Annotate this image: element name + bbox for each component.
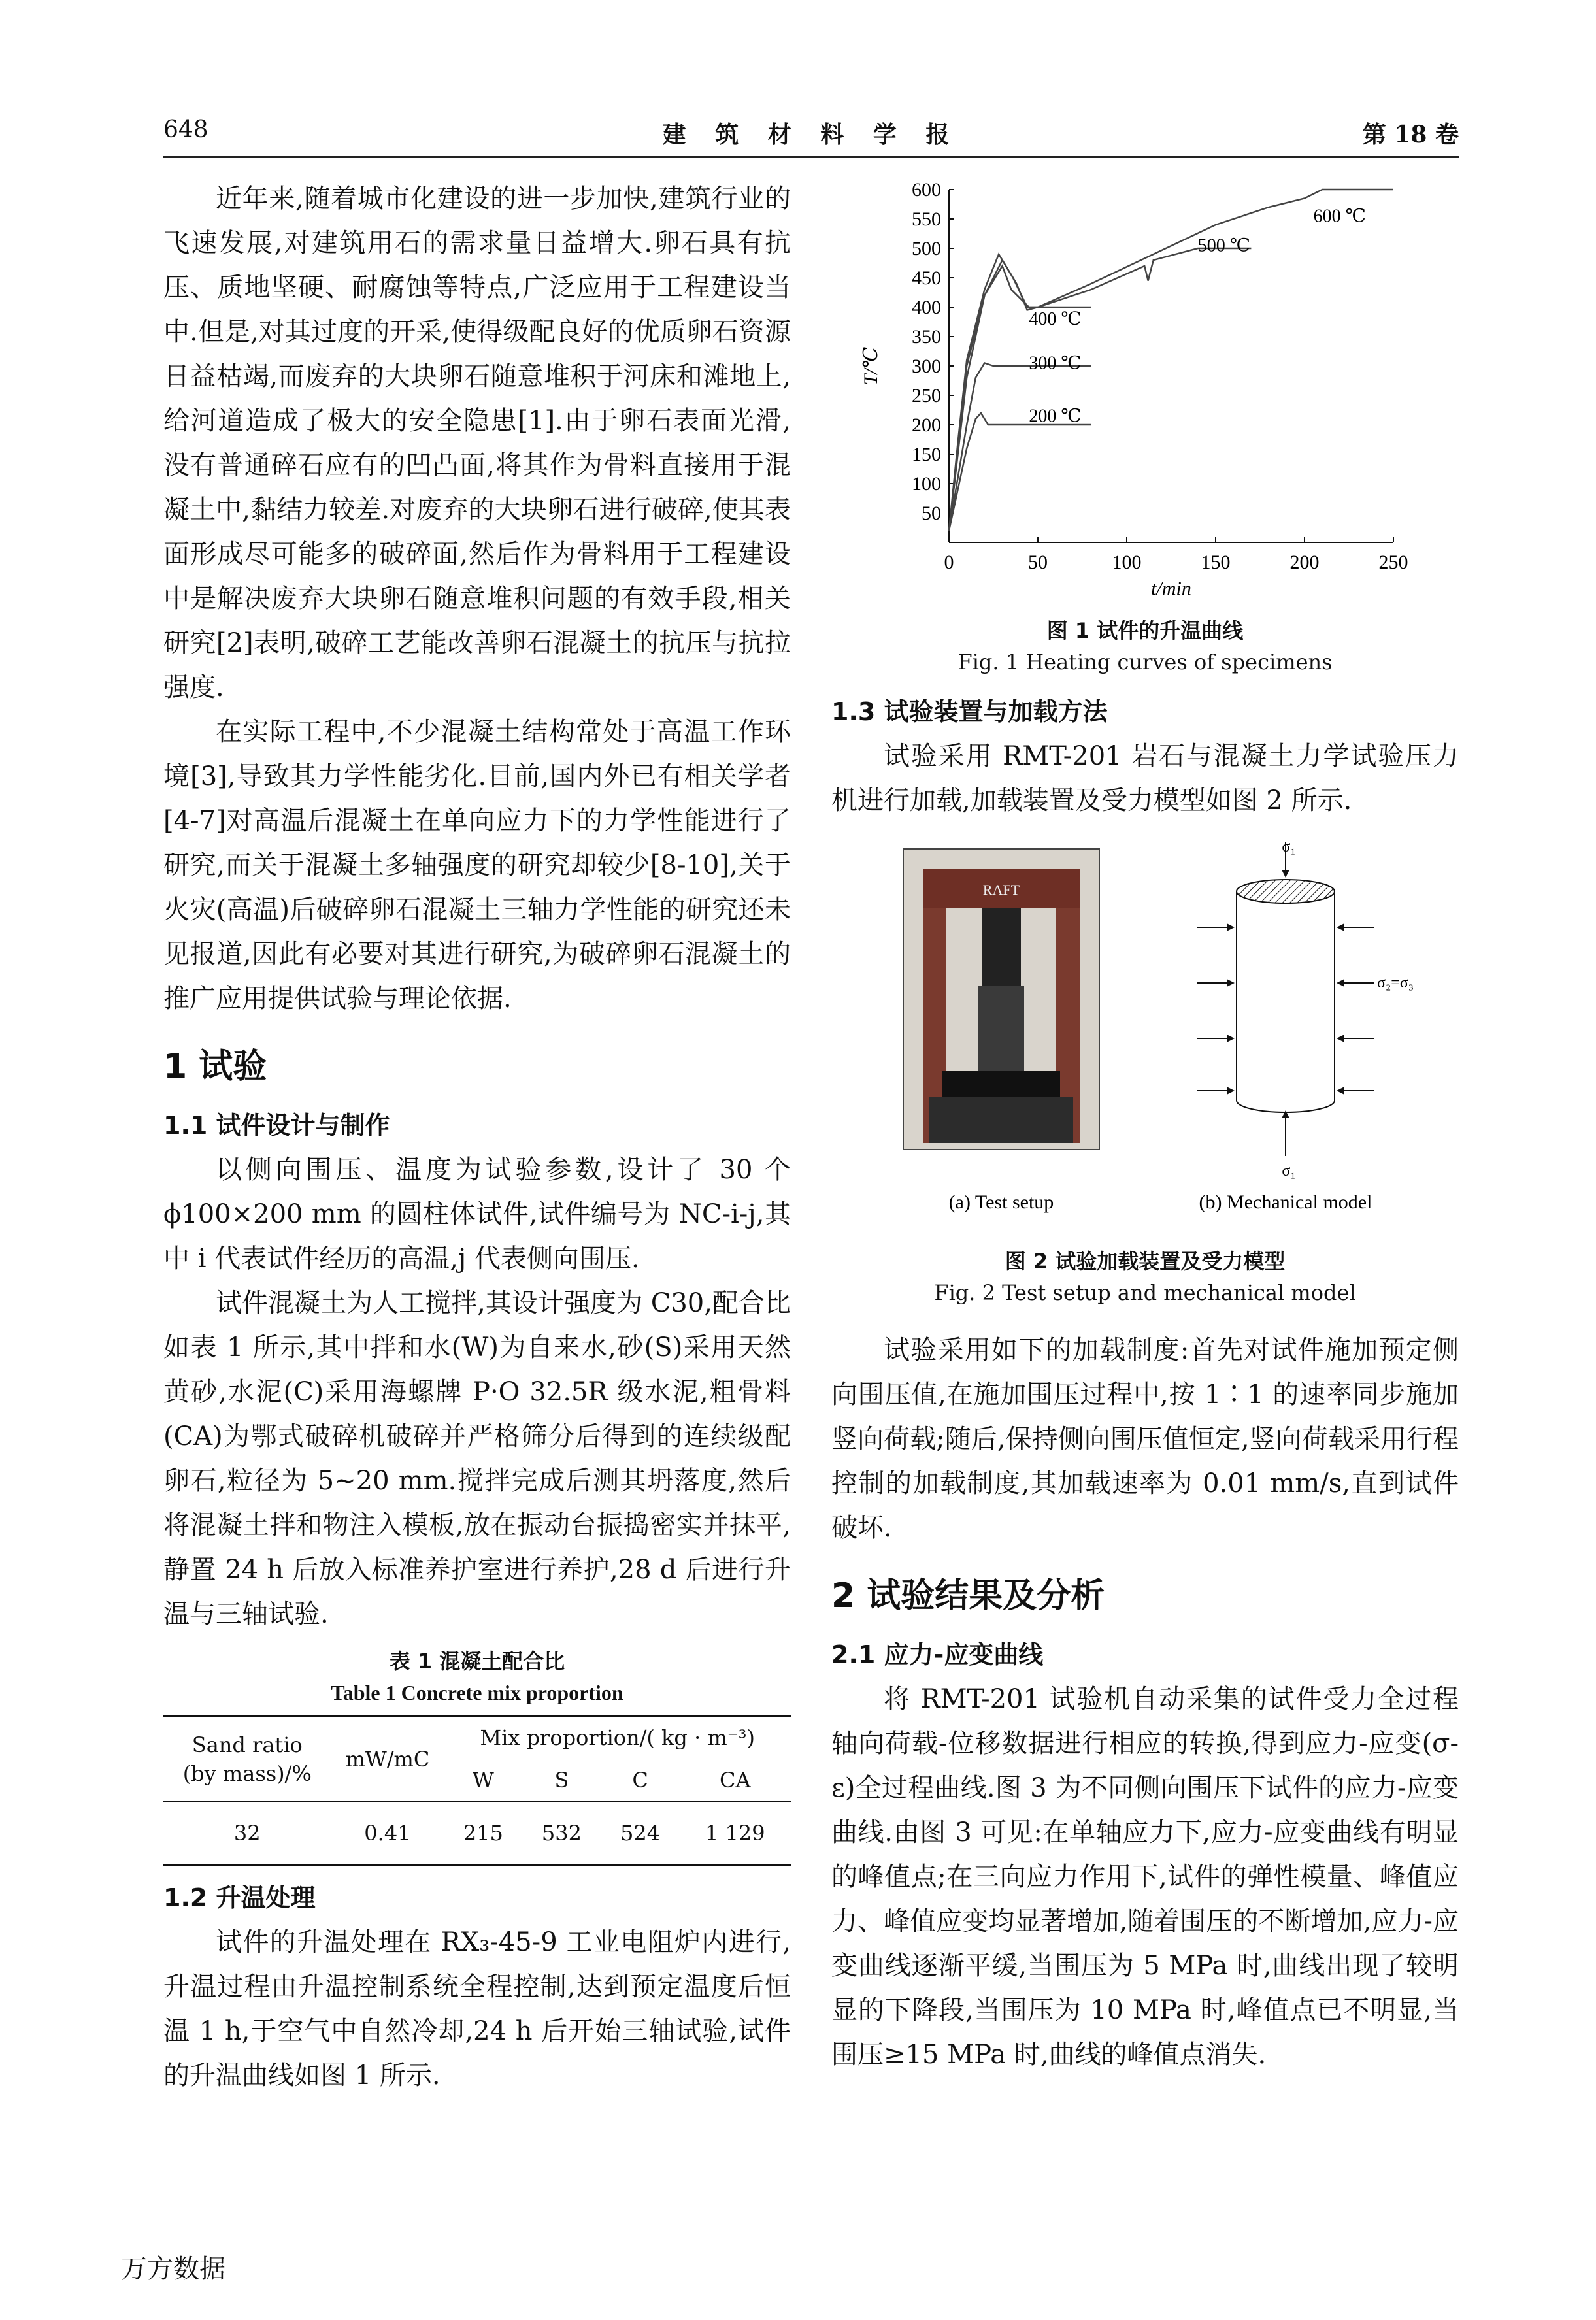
series-line-3 xyxy=(949,248,1251,531)
table-col-ca: CA xyxy=(720,1768,751,1793)
x-tick-label: 200 xyxy=(1289,552,1320,573)
series-annotation: 200 ℃ xyxy=(1029,406,1082,427)
section-1-1-paragraph-2: 试件混凝土为人工搅拌,其设计强度为 C30,配合比如表 1 所示,其中拌和水(W)为自来水,砂(S)采用天然黄砂,水泥(C)采用海螺牌 P·O 32.5R 级水泥,粗骨料(CA)为鄂式破碎机破碎并严格筛分后得到的连续级配卵石,粒径为 5~20 mm.搅拌完成后测其坍落度,然后将混凝土拌和物注入模板,放在振动台振捣密实并抹平,静置 24 h 后放入标准养护室进行养护,28 d 后进行升温与三轴试验. xyxy=(163,1288,791,1629)
x-axis-label: t/min xyxy=(1151,578,1191,599)
mechanical-model-diagram xyxy=(1197,842,1374,1156)
section-1-1-paragraph-1: 以侧向围压、温度为试验参数,设计了 30 个 ϕ100×200 mm 的圆柱体试件,试件编号为 NC-i-j,其中 i 代表试件经历的高温,j 代表侧向围压. xyxy=(163,1155,791,1274)
x-tick-label: 150 xyxy=(1201,552,1231,573)
figure-2-caption-en: Fig. 2 Test setup and mechanical model xyxy=(934,1280,1356,1305)
y-tick-label: 550 xyxy=(912,208,941,230)
y-tick-label: 300 xyxy=(912,356,941,377)
journal-title: 建 筑 材 料 学 报 xyxy=(662,121,960,148)
table-row xyxy=(163,1802,791,1866)
lateral-pressure-arrows-right xyxy=(1337,923,1374,1095)
table-col-w: W xyxy=(472,1768,494,1793)
table-cell: 32 xyxy=(233,1821,261,1846)
section-1-2-paragraph-1: 试件的升温处理在 RX₃-45-9 工业电阻炉内进行,升温过程由升温控制系统全程控制,达到预定温度后恒温 1 h,于空气中自然冷却,24 h 后开始三轴试验,试件的升温曲线如图 1 所示. xyxy=(163,1927,791,2091)
series-line-1 xyxy=(949,363,1091,531)
intro-paragraph-1: 近年来,随着城市化建设的进一步加快,建筑行业的飞速发展,对建筑用石的需求量日益增大.卵石具有抗压、质地坚硬、耐腐蚀等特点,广泛应用于工程建设当中.但是,对其过度的开采,使得级配良好的优质卵石资源日益枯竭,而废弃的大块卵石随意堆积于河床和滩地上,给河道造成了极大的安全隐患[1].由于卵石表面光滑,没有普通碎石应有的凹凸面,将其作为骨料直接用于混凝土中,黏结力较差.对废弃的大块卵石进行破碎,使其表面形成尽可能多的破碎面,然后作为骨料用于工程建设中是解决废弃大块卵石随意堆积问题的有效手段,相关研究[2]表明,破碎工艺能改善卵石混凝土的抗压与抗拉强度. xyxy=(163,184,791,703)
header-rule xyxy=(163,156,1459,158)
test-setup-figure xyxy=(831,836,1459,1228)
figure-1-caption-cn: 图 1 试件的升温曲线 xyxy=(1046,618,1244,643)
sigma1-bottom-label: σ₁ xyxy=(1282,1163,1296,1180)
lateral-pressure-arrows-left xyxy=(1197,923,1235,1095)
left-column xyxy=(163,176,791,2098)
x-tick-label: 0 xyxy=(944,552,954,573)
y-tick-label: 500 xyxy=(912,238,941,259)
sigma23-label: σ₂=σ₃ xyxy=(1377,974,1414,991)
label-a-test-setup: (a) Test setup xyxy=(948,1191,1054,1213)
section-2-heading: 2 试验结果及分析 xyxy=(831,1576,1105,1616)
section-1-3-paragraph-1: 试验采用 RMT-201 岩石与混凝土力学试验压力机进行加载,加载装置及受力模型如图 2 所示. xyxy=(831,741,1459,816)
footer-watermark: 万方数据 xyxy=(121,2254,225,2284)
series-line-0 xyxy=(949,413,1091,531)
test-setup-photo xyxy=(903,849,1099,1150)
table-cell: 532 xyxy=(541,1821,582,1846)
volume-label: 第 18 卷 xyxy=(1362,121,1459,148)
series-annotation: 300 ℃ xyxy=(1029,353,1082,374)
section-1-1-heading: 1.1 试件设计与制作 xyxy=(163,1111,390,1140)
table-header-wc: mW/mC xyxy=(331,1716,444,1802)
x-tick-label: 50 xyxy=(1028,552,1048,573)
heating-curve-chart xyxy=(831,176,1459,601)
section-1-3-heading: 1.3 试验装置与加载方法 xyxy=(831,697,1108,726)
section-2-1-heading: 2.1 应力-应变曲线 xyxy=(831,1640,1044,1669)
y-tick-label: 150 xyxy=(912,444,941,465)
y-tick-label: 250 xyxy=(912,385,941,406)
y-tick-label: 450 xyxy=(912,267,941,289)
y-tick-label: 50 xyxy=(922,503,941,524)
table-cell: 215 xyxy=(463,1821,503,1846)
intro-paragraph-2: 在实际工程中,不少混凝土结构常处于高温工作环境[3],导致其力学性能劣化.目前,国内外已有相关学者[4-7]对高温后混凝土在单向应力下的力学性能进行了研究,而关于混凝土多轴强度的研究却较少[8-10],关于火灾(高温)后破碎卵石混凝土三轴力学性能的研究还未见报道,因此有必要对其进行研究,为破碎卵石混凝土的推广应用提供试验与理论依据. xyxy=(163,717,791,1014)
running-header xyxy=(163,111,1459,157)
figure-2-caption-cn: 图 2 试验加载装置及受力模型 xyxy=(1005,1249,1286,1274)
y-tick-label: 200 xyxy=(912,414,941,436)
right-column xyxy=(831,176,1459,2077)
mix-proportion-table xyxy=(163,1715,791,1866)
table-header-mix: Mix proportion/( kg · m⁻³) xyxy=(444,1716,791,1759)
table-cell: 524 xyxy=(620,1821,661,1846)
section-2-1-paragraph-1: 将 RMT-201 试验机自动采集的试件受力全过程轴向荷载-位移数据进行相应的转换,得到应力-应变(σ-ε)全过程曲线.图 3 为不同侧向围压下试件的应力-应变曲线.由图 3 可见:在单轴应力下,应力-应变曲线有明显的峰值点;在三向应力作用下,试件的弹性模量、峰值应力、峰值应变均显著增加,随着围压的不断增加,应力-应变曲线逐渐平缓,当围压为 5 MPa 时,曲线出现了较明显的下降段,当围压为 10 MPa 时,峰值点已不明显,当围压≥15 MPa 时,曲线的峰值点消失. xyxy=(831,1684,1459,2070)
x-tick-label: 250 xyxy=(1378,552,1408,573)
y-axis-label: T/℃ xyxy=(860,346,882,386)
table-1-caption-en: Table 1 Concrete mix proportion xyxy=(331,1681,623,1704)
y-tick-label: 100 xyxy=(912,473,941,495)
table-col-c: C xyxy=(632,1768,648,1793)
table-col-s: S xyxy=(554,1768,569,1793)
machine-brand-label: RAFT xyxy=(982,882,1020,898)
section-1-3-paragraph-2: 试验采用如下的加载制度:首先对试件施加预定侧向围压值,在施加围压过程中,按 1∶1 的速率同步施加竖向荷载;随后,保持侧向围压值恒定,竖向荷载采用行程控制的加载制度,其加载速率为 0.01 mm/s,直到试件破坏. xyxy=(831,1335,1459,1543)
x-tick-label: 100 xyxy=(1112,552,1142,573)
y-tick-label: 600 xyxy=(912,179,941,201)
y-tick-label: 350 xyxy=(912,326,941,348)
table-header-sand-ratio: Sand ratio (by mass)/% xyxy=(163,1716,331,1802)
page-number: 648 xyxy=(163,116,208,143)
figure-1-caption-en: Fig. 1 Heating curves of specimens xyxy=(957,650,1333,674)
cylinder-top-face xyxy=(1237,880,1335,903)
series-annotation: 600 ℃ xyxy=(1313,206,1366,227)
table-cell: 1 129 xyxy=(705,1821,765,1846)
table-1-caption-cn: 表 1 混凝土配合比 xyxy=(389,1649,565,1674)
series-line-2 xyxy=(949,266,1091,531)
label-b-mechanical-model: (b) Mechanical model xyxy=(1199,1191,1372,1213)
series-line-4 xyxy=(949,190,1393,531)
table-cell: 0.41 xyxy=(364,1821,411,1846)
sigma1-top-label: σ₁ xyxy=(1282,838,1296,855)
section-1-2-heading: 1.2 升温处理 xyxy=(163,1883,316,1912)
series-annotation: 500 ℃ xyxy=(1197,235,1251,256)
series-annotation: 400 ℃ xyxy=(1029,309,1082,329)
y-tick-label: 400 xyxy=(912,297,941,318)
section-1-heading: 1 试验 xyxy=(163,1047,267,1086)
